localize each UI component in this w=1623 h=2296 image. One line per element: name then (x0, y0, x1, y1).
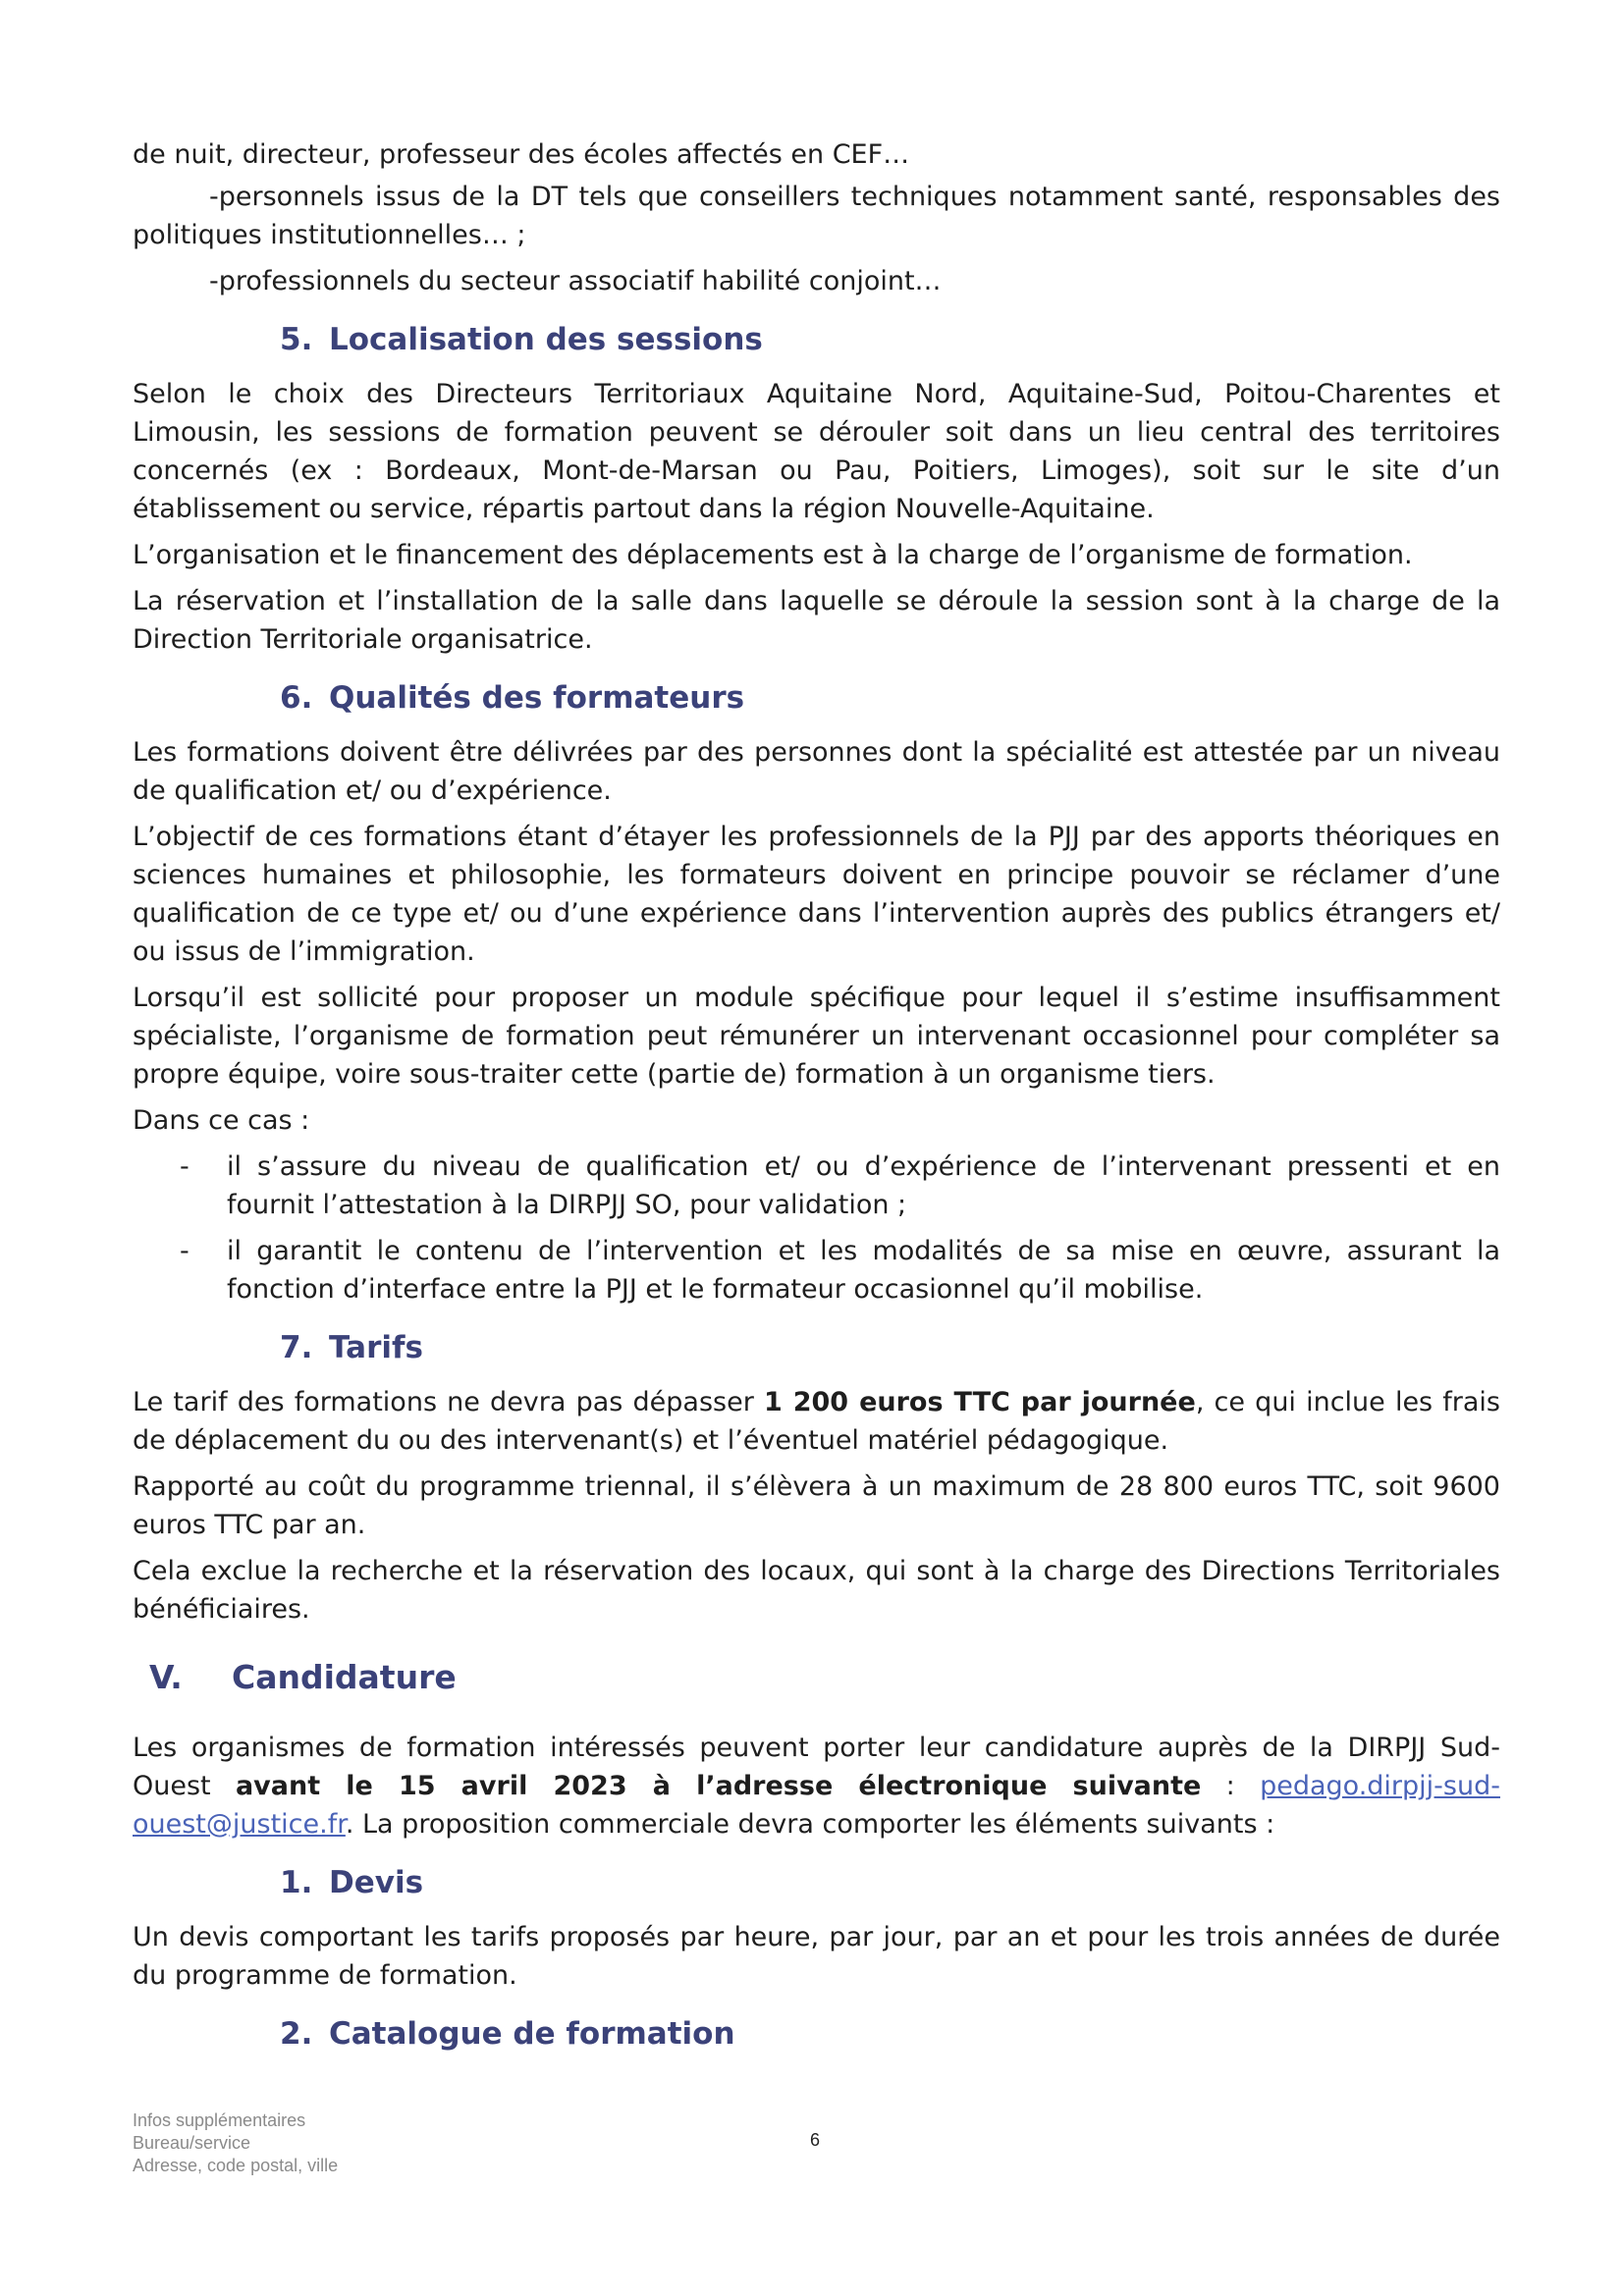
paragraph: Dans ce cas : (133, 1105, 310, 1136)
paragraph: Un devis comportant les tarifs proposés par heure, par jour, par an et pour les trois années de durée du programme de formation. (133, 1922, 1500, 1991)
section-title: Localisation des sessions (329, 322, 763, 357)
section-number: 2. (280, 2016, 313, 2052)
footer-line: Adresse, code postal, ville (133, 2156, 339, 2175)
dash-bullet: - (180, 1151, 189, 1182)
list-item-text: il s’assure du niveau de qualification et/ ou d’expérience de l’intervenant pressenti et en fournit l’attestation à la DIRPJJ SO, pour validation ; (227, 1151, 1500, 1220)
section-heading-devis (133, 1863, 1500, 1902)
paragraph: Cela exclue la recherche et la réservation des locaux, qui sont à la charge des Directions Territoriales bénéficiaires. (133, 1556, 1500, 1625)
list-item (133, 1232, 1500, 1308)
list-item (133, 1148, 1500, 1224)
paragraph: Les formations doivent être délivrées par des personnes dont la spécialité est attestée par un niveau de qualification et/ ou d’expérience. (133, 737, 1500, 806)
section-heading-catalogue (133, 2014, 1500, 2054)
footer-line: Bureau/service (133, 2133, 251, 2153)
text-run: . La proposition commerciale devra comporter les éléments suivants : (345, 1809, 1275, 1840)
intro-line: -personnels issus de la DT tels que conseillers techniques notamment santé, responsables des politiques institutionnelles… ; (133, 182, 1500, 250)
dash-bullet: - (180, 1236, 189, 1266)
paragraph: L’objectif de ces formations étant d’étayer les professionnels de la PJJ par des apports théoriques en sciences humaines et philosophie, les formateurs doivent en principe pouvoir se réclamer d’une qualification de ce type et/ ou d’une expérience dans l’intervention auprès des publics étrangers et/ ou issus de l’immigration. (133, 822, 1500, 967)
paragraph: Selon le choix des Directeurs Territoriaux Aquitaine Nord, Aquitaine-Sud, Poitou-Charentes et Limousin, les sessions de formation peuvent se dérouler soit dans un lieu central des territoires concernés (ex : Bordeaux, Mont-de-Marsan ou Pau, Poitiers, Limoges), soit sur le site d’un établissement ou service, répartis partout dans la région Nouvelle-Aquitaine. (133, 379, 1500, 524)
text-run: : (1201, 1771, 1261, 1801)
text-run: Le tarif des formations ne devra pas dépasser (133, 1387, 764, 1417)
chapter-number: V. (149, 1658, 183, 1696)
section-heading-tarifs (133, 1328, 1500, 1367)
section-title: Qualités des formateurs (329, 680, 745, 716)
bold-text: 1 200 euros TTC par journée (763, 1387, 1196, 1417)
bullet-list (133, 1148, 1500, 1308)
text-run: Les organismes de formation intéressés peuvent porter leur candidature auprès de la DIRPJJ Sud-Ouest (133, 1733, 1500, 1801)
section-number: 6. (280, 680, 313, 716)
paragraph: La réservation et l’installation de la salle dans laquelle se déroule la session sont à la charge de la Direction Territoriale organisatrice. (133, 586, 1500, 655)
page-content (133, 135, 1500, 2069)
section-title: Tarifs (329, 1330, 423, 1365)
section-title: Devis (329, 1865, 424, 1900)
section-number: 1. (280, 1865, 313, 1900)
intro-line: -professionnels du secteur associatif habilité conjoint… (209, 266, 942, 296)
paragraph: L’organisation et le financement des déplacements est à la charge de l’organisme de formation. (133, 540, 1413, 570)
paragraph: Lorsqu’il est sollicité pour proposer un module spécifique pour lequel il s’estime insuffisamment spécialiste, l’organisme de formation peut rémunérer un intervenant occasionnel pour compléter sa propre équipe, voire sous-traiter cette (partie de) formation à un organisme tiers. (133, 983, 1500, 1090)
section-heading-formateurs (133, 678, 1500, 718)
footer-line: Infos supplémentaires (133, 2110, 306, 2130)
intro-line: de nuit, directeur, professeur des écoles affectés en CEF… (133, 139, 910, 170)
page-number: 6 (809, 2130, 820, 2150)
list-item-text: il garantit le contenu de l’intervention et les modalités de sa mise en œuvre, assurant la fonction d’interface entre la PJJ et le formateur occasionnel qu’il mobilise. (227, 1236, 1500, 1305)
paragraph: Rapporté au coût du programme triennal, il s’élèvera à un maximum de 28 800 euros TTC, soit 9600 euros TTC par an. (133, 1471, 1500, 1540)
section-heading-localisation (133, 320, 1500, 359)
paragraph (133, 1383, 1500, 1460)
text-run: , ce qui inclue les frais de déplacement du ou des intervenant(s) et l’éventuel matériel pédagogique. (133, 1387, 1501, 1456)
chapter-heading-candidature (133, 1656, 1500, 1699)
section-number: 5. (280, 322, 313, 357)
chapter-title: Candidature (232, 1658, 457, 1696)
bold-text: avant le 15 avril 2023 à l’adresse électronique suivante (235, 1771, 1202, 1801)
section-title: Catalogue de formation (329, 2016, 735, 2052)
section-number: 7. (280, 1330, 313, 1365)
email-link[interactable]: pedago.dirpjj-sud-ouest@justice.fr (133, 1771, 1500, 1840)
paragraph (133, 1729, 1500, 1843)
page-footer (133, 2109, 338, 2177)
